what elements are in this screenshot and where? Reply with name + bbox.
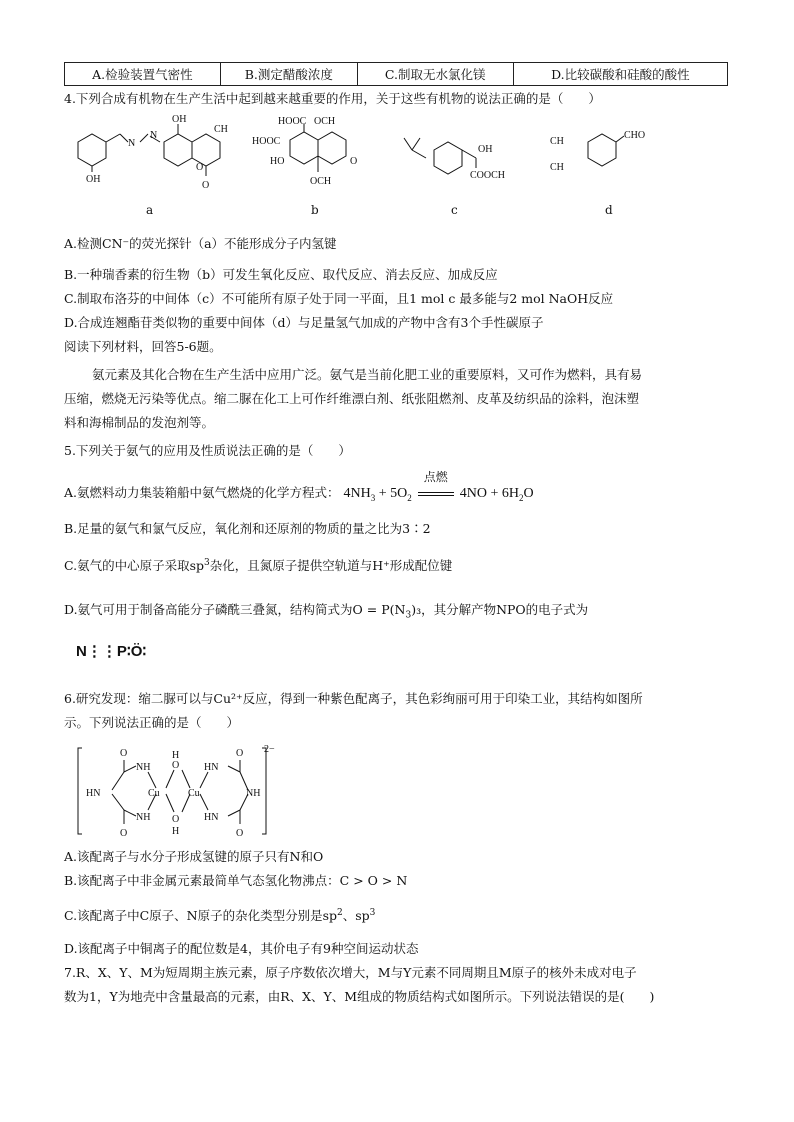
label-d: d [605,203,613,217]
q5-option-d[interactable] [64,601,588,625]
passage-line-2: 压缩，燃烧无污染等优点。缩二脲在化工上可作纤维漂白剂、纸张阻燃剂、皮革及纺织品的涂料，泡沫塑 [64,391,640,406]
mol-a-oh-bottom: OH [86,174,101,185]
q5-c-pre: C.氨气的中心原子采取sp [64,558,205,574]
mol-b-o: O [350,156,358,167]
ion-o-bottom: O [172,814,180,825]
q5-c-post: 杂化，且氮原子提供空轨道与H⁺形成配位键 [209,558,453,574]
q6-stem-1: 6.研究发现：缩二脲可以与Cu²⁺反应，得到一种紫色配离子，其色彩绚丽可用于印染工业，其结构如图所 [64,691,643,706]
q4-option-d[interactable]: D.合成连翘酯苷类似物的重要中间体（d）与足量氢气加成的产物中含有3个手性碳原子 [64,315,544,330]
mol-a-o-ring: O [196,162,204,173]
mol-d-ch3o-bottom: CH [550,162,564,173]
q5-option-a[interactable]: A.氨燃料动力集装箱船中氨气燃烧的化学方程式： $4NH_3 + 5O_2$ 点燃 $4NO + 6H_2O$ [64,470,534,503]
q5-a-text: A.氨燃料动力集装箱船中氨气燃烧的化学方程式： [64,485,340,500]
q6-option-d[interactable]: D.该配离子中铜离子的配位数是4，其价电子有9种空间运动状态 [64,941,419,956]
mol-a-n1: N [128,138,136,149]
passage-intro: 阅读下列材料，回答5-6题。 [64,339,222,354]
passage-line-3: 料和海棉制品的发泡剂等。 [64,415,215,430]
ion-o3: O [236,748,244,759]
q4-option-b[interactable]: B.一种瑞香素的衍生物（b）可发生氧化反应、取代反应、消去反应、加成反应 [64,267,498,282]
ion-hn2: HN [204,812,219,823]
q3-options-table [64,62,728,86]
label-b: b [311,203,319,217]
label-c: c [451,203,458,217]
mol-a-n2: N [150,130,158,141]
q6-c-sup2: 2 [337,908,343,918]
q7-stem-2: 数为1，Y为地壳中含量最高的元素，由R、X、Y、M组成的物质结构式如图所示。下列说法错误的是( ) [64,989,655,1004]
mol-b-hooc2: HOOC [252,136,281,147]
q7-stem-1: 7.R、X、Y、M为短周期主族元素，原子序数依次增大，M与Y元素不同周期且M原子的核外未成对电子 [64,965,637,980]
q5-a-arrow [416,470,456,502]
ion-hn1: HN [204,762,219,773]
ion-cu2: Cu [188,788,200,799]
mol-b-och3-bottom: OCH [310,176,332,187]
q5-d-sub: 3 [405,610,412,621]
ion-o2: O [120,828,128,839]
ion-nh-right: NH [246,788,261,799]
passage-line-1: 氨元素及其化合物在生产生活中应用广泛。氨气是当前化肥工业的重要原料，又可作为燃料，具有易 [92,367,643,382]
mol-b-hooc1: HOOC [278,116,307,127]
molecule-b-structure [250,112,380,200]
q5-d-pre: D.氨气可用于制备高能分子磷酰三叠氮，结构简式为O = P(N [64,602,406,617]
ion-hn-left: HN [86,788,101,799]
molecule-a-structure [64,112,234,195]
q6-c-mid: 、sp [342,908,370,924]
q6-c-sup3: 3 [369,908,376,918]
q4-stem: 4.下列合成有机物在生产生活中起到越来越重要的作用，关于这些有机物的说法正确的是（ ） [64,91,601,106]
ion-h-top: H [172,750,180,761]
ion-charge: 2− [264,744,275,755]
mol-c-cooch3: COOCH [470,170,506,181]
molecule-d-structure [548,120,668,193]
q5-option-b[interactable]: B.足量的氨气和氯气反应，氧化剂和还原剂的物质的量之比为3∶2 [64,521,431,536]
mol-a-oh-top: OH [172,114,187,125]
q6-option-a[interactable]: A.该配离子与水分子形成氢键的原子只有N和O [64,849,324,864]
q5-stem: 5.下列关于氨气的应用及性质说法正确的是（ ） [64,443,351,458]
q3-option-d[interactable]: D.比较碳酸和硅酸的酸性 [513,63,727,86]
q3-option-b[interactable]: B.测定醋酸浓度 [220,63,357,86]
q5-d-post: )₃，其分解产物NPO的电子式为 [411,602,589,617]
ion-nh2: NH [136,812,151,823]
q4-option-a[interactable]: A.检测CN⁻的荧光探针（a）不能形成分子内氢键 [64,236,337,251]
q5-a-condition: 点燃 [423,470,448,484]
q6-stem-2: 示。下列说法正确的是（ ） [64,715,240,730]
mol-b-och3-top: OCH [314,116,336,127]
ion-o1: O [120,748,128,759]
npo-lewis-structure: N⋮⋮P∶Ö∶ [76,643,147,660]
mol-b-ho: HO [270,156,285,167]
q6-c-pre: C.该配离子中C原子、N原子的杂化类型分别是sp [64,908,338,924]
q5-c-sup: 3 [204,558,210,568]
mol-a-o-keto: O [202,180,210,191]
label-a: a [146,203,154,217]
mol-d-cho: CHO [624,130,646,141]
q5-a-equation: $4NH_3 + 5O_2$ [343,486,412,503]
mol-a-ch3: CH [214,124,228,135]
copper-complex-ion-structure [76,744,276,843]
q6-option-c[interactable] [64,904,375,925]
ion-nh1: NH [136,762,151,773]
q5-option-c[interactable] [64,554,452,575]
ion-o-top: O [172,760,180,771]
ion-h-bottom: H [172,826,180,837]
q3-option-c[interactable]: C.制取无水氯化镁 [357,63,513,86]
mol-d-ch3o-top: CH [550,136,564,147]
q6-option-b[interactable]: B.该配离子中非金属元素最简单气态氢化物沸点：C > O > N [64,873,408,888]
q3-option-a[interactable]: A.检验装置气密性 [65,63,221,86]
mol-c-oh: OH [478,144,493,155]
molecule-c-structure [400,120,540,193]
q4-option-c[interactable]: C.制取布洛芬的中间体（c）不可能所有原子处于同一平面，且1 mol c 最多能与2 mol NaOH反应 [64,291,614,306]
ion-cu1: Cu [148,788,160,799]
ion-o4: O [236,828,244,839]
